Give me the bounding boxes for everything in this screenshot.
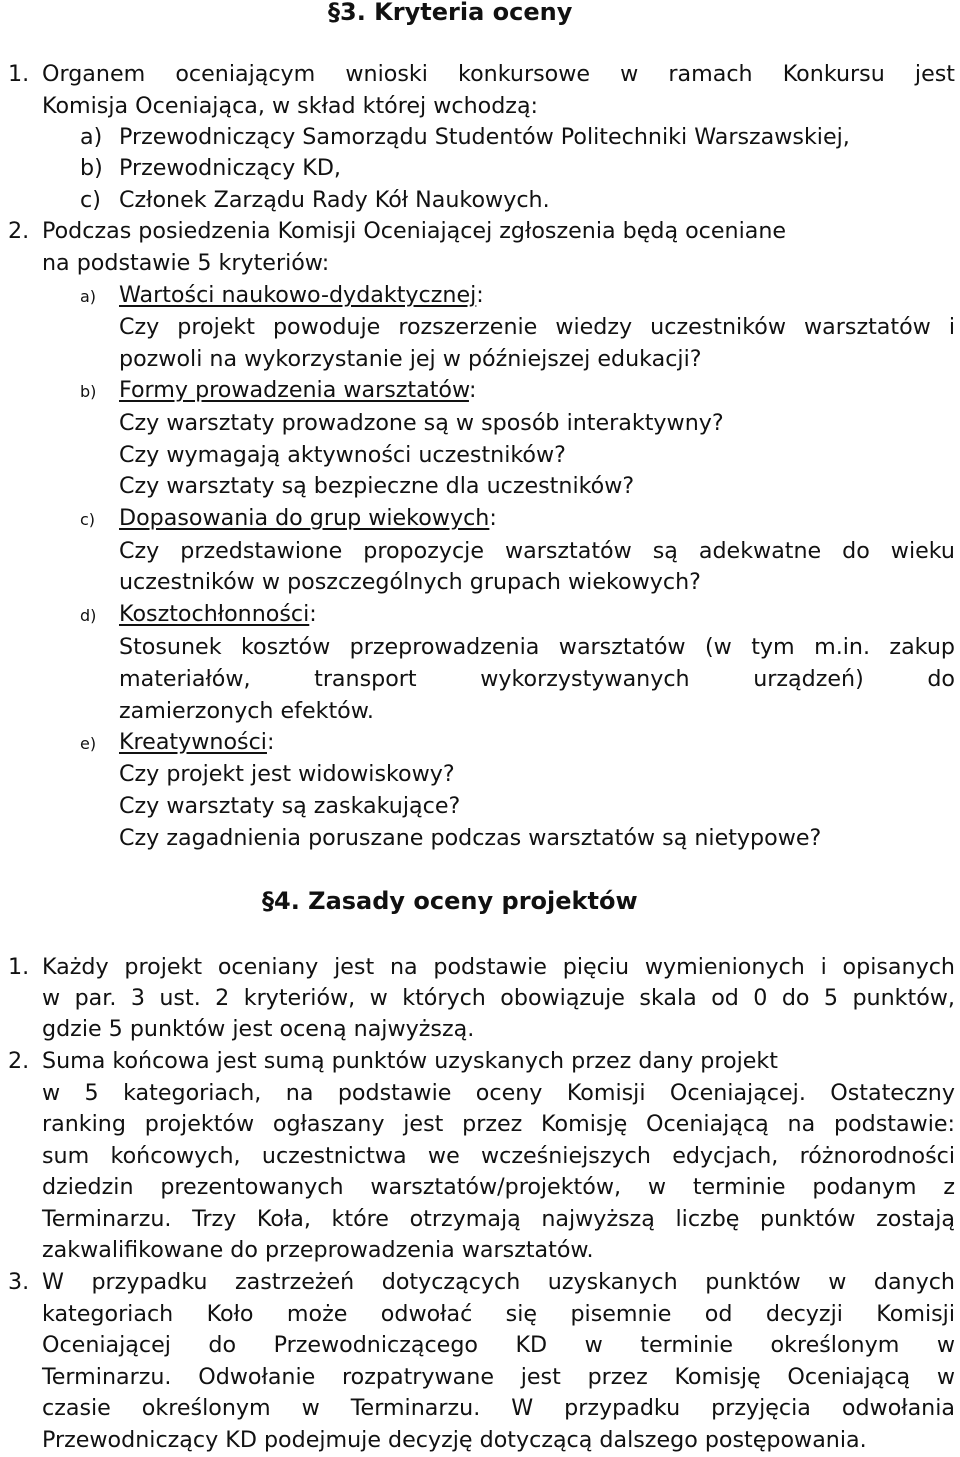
paragraph-line: Terminarzu. Odwołanie rozpatrywane jest przez Komisję Oceniającą w	[42, 1364, 955, 1390]
section-4-heading: §4. Zasady oceny projektów	[262, 887, 638, 915]
point-number: 2.	[8, 1048, 30, 1074]
criterion-heading: Formy prowadzenia warsztatów:	[119, 377, 477, 403]
criterion-heading: Wartości naukowo-dydaktycznej:	[119, 282, 484, 308]
criterion-text: Czy projekt powoduje rozszerzenie wiedzy uczestników warsztatów i	[119, 314, 955, 340]
paragraph-line: W przypadku zastrzeżeń dotyczących uzyskanych punktów w danych	[42, 1269, 955, 1295]
section-3-heading: §3. Kryteria oceny	[328, 0, 573, 26]
paragraph-line: na podstawie 5 kryteriów:	[42, 250, 330, 276]
list-item: Członek Zarządu Rady Kół Naukowych.	[119, 187, 550, 213]
criterion-text: Czy wymagają aktywności uczestników?	[119, 442, 566, 468]
point-number: 1.	[8, 954, 30, 980]
criterion-title: Formy prowadzenia warsztatów	[119, 377, 469, 403]
criterion-label: d)	[80, 606, 97, 625]
paragraph-line: Przewodniczący KD podejmuje decyzję dotyczącą dalszego postępowania.	[42, 1427, 867, 1453]
paragraph-line: Organem oceniającym wnioski konkursowe w ramach Konkursu jest	[42, 61, 955, 87]
paragraph-line: zakwalifikowane do przeprowadzenia warsztatów.	[42, 1237, 594, 1263]
criterion-text: Czy przedstawione propozycje warsztatów są adekwatne do wieku	[119, 538, 955, 564]
point-number: 2.	[8, 218, 30, 244]
paragraph-line: sum końcowych, uczestnictwa we wcześniejszych edycjach, różnorodności	[42, 1143, 955, 1169]
point-number: 3.	[8, 1269, 30, 1295]
item-label: a)	[80, 124, 103, 150]
paragraph-line: w 5 kategoriach, na podstawie oceny Komisji Oceniającej. Ostateczny	[42, 1080, 955, 1106]
paragraph-line: gdzie 5 punktów jest oceną najwyższą.	[42, 1016, 475, 1042]
point-number: 1.	[8, 61, 30, 87]
list-item: Przewodniczący Samorządu Studentów Politechniki Warszawskiej,	[119, 124, 850, 150]
paragraph-line: ranking projektów ogłaszany jest przez Komisję Oceniającą na podstawie:	[42, 1111, 955, 1137]
criterion-text: Czy warsztaty prowadzone są w sposób interaktywny?	[119, 410, 724, 436]
list-item: Przewodniczący KD,	[119, 155, 341, 181]
criterion-text: Czy projekt jest widowiskowy?	[119, 761, 455, 787]
paragraph-line: Terminarzu. Trzy Koła, które otrzymają najwyższą liczbę punktów zostają	[42, 1206, 955, 1232]
criterion-text: Stosunek kosztów przeprowadzenia warsztatów (w tym m.in. zakup	[119, 634, 955, 660]
criterion-text: pozwoli na wykorzystanie jej w późniejszej edukacji?	[119, 346, 702, 372]
paragraph-line: dziedzin prezentowanych warsztatów/projektów, w terminie podanym z	[42, 1174, 955, 1200]
paragraph-line: Suma końcowa jest sumą punktów uzyskanych przez dany projekt	[42, 1048, 778, 1074]
paragraph-line: Oceniającej do Przewodniczącego KD w terminie określonym w	[42, 1332, 955, 1358]
criterion-label: c)	[80, 510, 96, 529]
criterion-text: materiałów, transport wykorzystywanych urządzeń) do	[119, 666, 955, 692]
criterion-text: Czy warsztaty są bezpieczne dla uczestników?	[119, 473, 635, 499]
criterion-text: uczestników w poszczególnych grupach wiekowych?	[119, 569, 701, 595]
criterion-heading: Kosztochłonności:	[119, 601, 317, 627]
criterion-text: zamierzonych efektów.	[119, 698, 374, 724]
criterion-label: e)	[80, 734, 97, 753]
criterion-title: Dopasowania do grup wiekowych	[119, 505, 490, 531]
paragraph-line: w par. 3 ust. 2 kryteriów, w których obowiązuje skala od 0 do 5 punktów,	[42, 985, 955, 1011]
paragraph-line: Każdy projekt oceniany jest na podstawie pięciu wymienionych i opisanych	[42, 954, 955, 980]
paragraph-line: kategoriach Koło może odwołać się pisemnie od decyzji Komisji	[42, 1301, 955, 1327]
criterion-label: b)	[80, 382, 97, 401]
criterion-label: a)	[80, 287, 97, 306]
criterion-title: Kosztochłonności	[119, 601, 310, 627]
criterion-title: Wartości naukowo-dydaktycznej	[119, 282, 477, 308]
criterion-text: Czy warsztaty są zaskakujące?	[119, 793, 461, 819]
paragraph-line: czasie określonym w Terminarzu. W przypadku przyjęcia odwołania	[42, 1395, 955, 1421]
paragraph-line: Komisja Oceniająca, w skład której wchodzą:	[42, 93, 539, 119]
item-label: b)	[80, 155, 103, 181]
criterion-text: Czy zagadnienia poruszane podczas warsztatów są nietypowe?	[119, 825, 822, 851]
item-label: c)	[80, 187, 101, 213]
criterion-heading: Dopasowania do grup wiekowych:	[119, 505, 497, 531]
paragraph-line: Podczas posiedzenia Komisji Oceniającej zgłoszenia będą oceniane	[42, 218, 787, 244]
criterion-title: Kreatywności	[119, 729, 267, 755]
criterion-heading: Kreatywności:	[119, 729, 275, 755]
